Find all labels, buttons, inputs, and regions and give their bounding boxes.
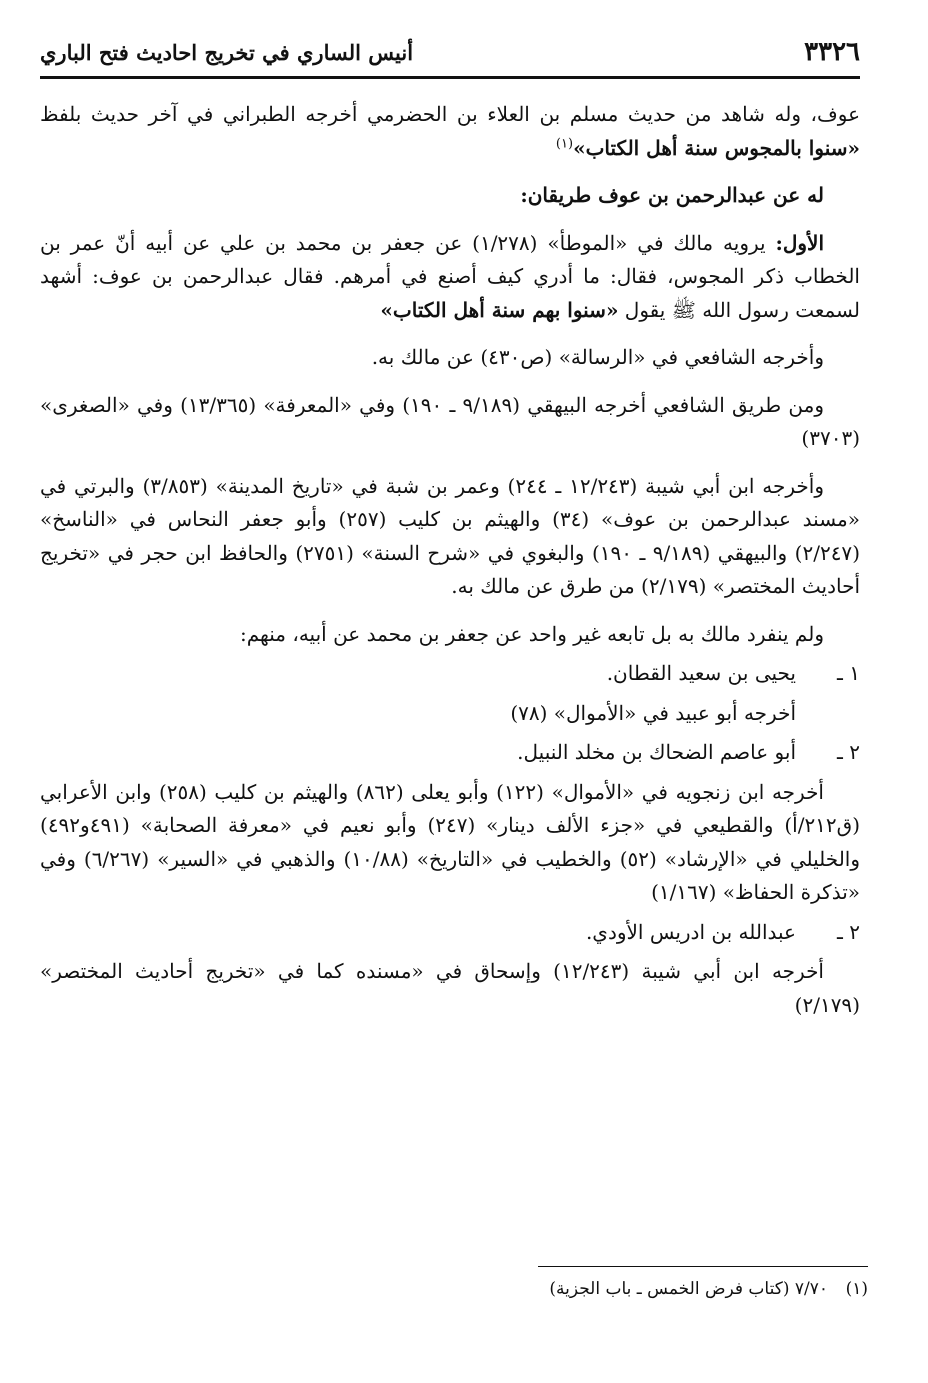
paragraph-text: يرويه مالك في «الموطأ» (١/٢٧٨) عن جعفر بن محمد بن علي عن أبيه أنّ عمر بن الخطاب ذكر المجوس، فقال: ما أدري كيف أصنع في أمرهم. فقال عبدالرحمن بن عوف: أشهد لسمعت رسول الله ﷺ يقول [40, 230, 860, 322]
list-item [40, 736, 860, 770]
hadith-quote: «سنوا بالمجوس سنة أهل الكتاب» [573, 135, 860, 160]
page-number: ٣٣٢٦ [804, 37, 860, 67]
paragraph-witness [40, 98, 860, 165]
list-item-number: ٢ ـ [837, 740, 860, 764]
list-item-detail: أخرجه ابن أبي شيبة (١٢/٢٤٣) وإسحاق في «مسنده كما في «تخريج أحاديث المختصر» (٢/١٧٩) [40, 959, 860, 1017]
list-item-detail: أخرجه ابن زنجويه في «الأموال» (١٢٢) وأبو يعلى (٨٦٢) والهيثم بن كليب (٢٥٨) وابن الأعرابي (ق٢١٢/أ) والقطيعي في «جزء الألف دينار» (٢٤٧) وأبو نعيم في «معرفة الصحابة» (٤٩١و٤٩٢) والخليلي في «الإرشاد» (٥٢) والخطيب في «التاريخ» (١٠/٨٨) والذهبي في «السير» (٦/٢٦٧) وفي «تذكرة الحفاظ» (١/١٦٧) [40, 779, 861, 904]
list-item-number: ١ ـ [837, 661, 860, 685]
section-heading: له عن عبدالرحمن بن عوف طريقان: [520, 183, 824, 207]
route-label: الأول: [775, 230, 825, 255]
paragraph-first-route [40, 227, 860, 328]
paragraph-sources: وأخرجه ابن أبي شيبة (١٢/٢٤٣ ـ ٢٤٤) وعمر بن شبة في «تاريخ المدينة» (٣/٨٥٣) والبرتي في «مسند عبدالرحمن بن عوف» (٣٤) والهيثم بن كليب (٢٥٧) وأبو جعفر النحاس في «الناسخ» (٢/٢٤٧) والبيهقي (٩/١٨٩ ـ ١٩٠) والبغوي في «شرح السنة» (٢٧٥١) والحافظ ابن حجر في «تخريج أحاديث المختصر» (٢/١٧٩) من طرق عن مالك به. [40, 473, 860, 598]
paragraph-bayhaqi: ومن طريق الشافعي أخرجه البيهقي (٩/١٨٩ ـ ١٩٠) وفي «المعرفة» (١٣/٣٦٥) وفي «الصغرى» (٣٧٠٣) [40, 392, 860, 450]
footnote [300, 1276, 868, 1302]
list-item-number: ٢ ـ [837, 919, 860, 944]
paragraph-shafii: وأخرجه الشافعي في «الرسالة» (ص٤٣٠) عن مالك به. [371, 345, 824, 369]
paragraph-text: عوف، وله شاهد من حديث مسلم بن العلاء بن الحضرمي أخرجه الطبراني في آخر حديث بلفظ [40, 102, 860, 126]
footnote-text: ٧/٧٠ (كتاب فرض الخمس ـ باب الجزية) [549, 1279, 828, 1299]
footnote-number: (١) [845, 1279, 868, 1299]
list-item-name: عبدالله بن ادريس الأودي. [585, 919, 796, 944]
list-item-name: أبو عاصم الضحاك بن مخلد النبيل. [517, 740, 796, 764]
list-item [40, 657, 860, 691]
footnote-divider [538, 1266, 868, 1267]
running-title: أنيس الساري في تخريج احاديث فتح الباري [40, 39, 414, 65]
main-text [40, 98, 860, 1022]
paragraph-followers-intro: ولم ينفرد مالك به بل تابعه غير واحد عن جعفر بن محمد عن أبيه، منهم: [240, 621, 824, 646]
list-item-detail: أخرجه أبو عبيد في «الأموال» (٧٨) [510, 700, 796, 725]
page-header [40, 32, 860, 72]
header-divider [40, 76, 860, 79]
list-item [40, 916, 860, 950]
list-item-name: يحيى بن سعيد القطان. [606, 661, 796, 685]
hadith-quote: «سنوا بهم سنة أهل الكتاب» [380, 297, 619, 322]
footnote-reference[interactable]: (١) [555, 135, 574, 151]
